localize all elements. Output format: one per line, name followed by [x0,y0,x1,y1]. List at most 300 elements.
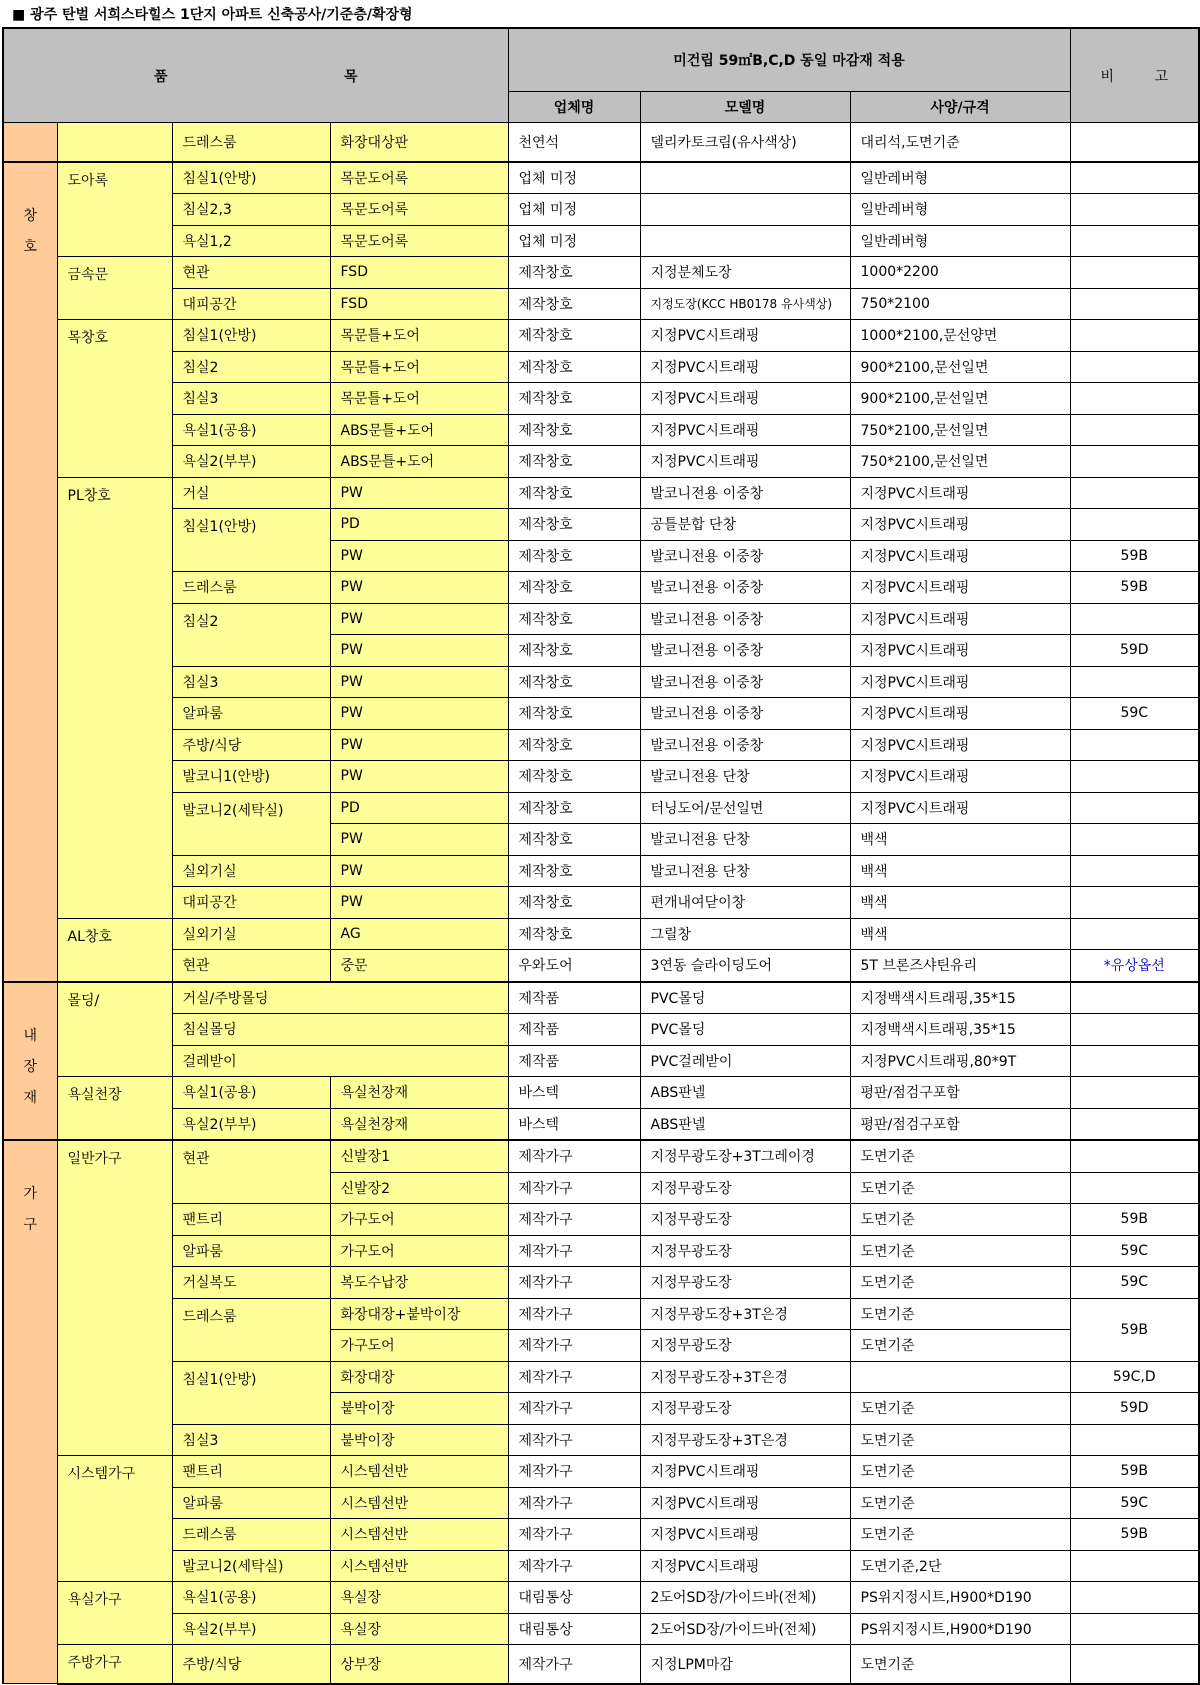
spec-cell: 지정백색시트래핑,35*15 [850,1014,1070,1046]
remark-cell [1070,446,1199,478]
model-cell: ABS판넬 [640,1077,850,1109]
company-cell: 바스텍 [508,1108,640,1140]
finish-material-table [2,27,1200,1685]
table-row [3,1487,1199,1519]
company-cell: 제작창호 [508,855,640,887]
location-cell: 대피공간 [172,887,330,919]
location-cell: 침실2 [172,351,330,383]
type-cell: PW [330,855,508,887]
spec-cell: 백색 [850,918,1070,950]
remark-cell [1070,320,1199,352]
model-cell: 발코니전용 단창 [640,855,850,887]
spec-cell: 도면기준 [850,1235,1070,1267]
header-group: 미건립 59㎡B,C,D 동일 마감재 적용 [508,28,1070,92]
section-label [3,123,57,162]
company-cell: 대림통상 [508,1613,640,1645]
location-cell: 침실3 [172,1424,330,1456]
type-cell: FSD [330,288,508,320]
remark-cell [1070,162,1199,194]
spec-cell: 지정PVC시트래핑 [850,477,1070,509]
location-cell: 드레스룸 [172,572,330,604]
spec-cell: 5T 브론즈샤틴유리 [850,950,1070,982]
model-cell: PVC몰딩 [640,982,850,1014]
spec-cell: 지정PVC시트래핑 [850,666,1070,698]
spec-cell: 대리석,도면기준 [850,123,1070,162]
remark-cell: 59B [1070,1456,1199,1488]
table-row [3,1424,1199,1456]
remark-cell: 59C,D [1070,1361,1199,1393]
location-cell: 대피공간 [172,288,330,320]
company-cell: 제작가구 [508,1361,640,1393]
model-cell: 발코니전용 이중창 [640,698,850,730]
spec-cell: 지정PVC시트래핑 [850,698,1070,730]
location-cell: 현관 [172,257,330,289]
model-cell: 편개내여닫이창 [640,887,850,919]
spec-cell: 1000*2200 [850,257,1070,289]
location-cell: 욕실2(부부) [172,446,330,478]
model-cell: 지정무광도장 [640,1172,850,1204]
table-row [3,855,1199,887]
location-cell: 발코니2(세탁실) [172,1550,330,1582]
company-cell: 제작가구 [508,1424,640,1456]
type-cell: 화장대장 [330,1361,508,1393]
table-row [3,1298,1199,1330]
type-cell: 가구도어 [330,1235,508,1267]
section-label [3,1140,57,1684]
company-cell: 제작품 [508,1045,640,1077]
company-cell: 제작가구 [508,1645,640,1684]
company-cell: 대림통상 [508,1582,640,1614]
company-cell: 제작창호 [508,603,640,635]
model-cell: 지정무광도장 [640,1235,850,1267]
location-cell: 실외기실 [172,918,330,950]
model-cell: 지정무광도장+3T그레이경 [640,1140,850,1172]
model-cell: 지정PVC시트래핑 [640,1487,850,1519]
model-cell: 발코니전용 이중창 [640,635,850,667]
spec-cell: 750*2100,문선일면 [850,414,1070,446]
model-cell: 발코니전용 이중창 [640,572,850,604]
model-cell: 지정PVC시트래핑 [640,1550,850,1582]
location-cell: 알파룸 [172,1487,330,1519]
remark-cell: 59B [1070,572,1199,604]
model-cell [640,162,850,194]
table-row [3,320,1199,352]
type-cell: PD [330,792,508,824]
location-cell: 거실/주방몰딩 [172,982,508,1014]
remark-cell [1070,792,1199,824]
type-cell: 욕실장 [330,1613,508,1645]
location-cell: 침실1(안방) [172,320,330,352]
company-cell: 제작창호 [508,414,640,446]
location-cell: 침실1(안방) [172,1361,330,1424]
section-char: 재 [23,1089,38,1106]
type-cell: 화장대상판 [330,123,508,162]
model-cell: 지정도장(KCC HB0178 유사색상) [640,288,850,320]
spec-cell: 1000*2100,문선양면 [850,320,1070,352]
spec-cell: 일반레버형 [850,162,1070,194]
type-cell: 목문틀+도어 [330,383,508,415]
table-row [3,1140,1199,1172]
location-cell: 침실1(안방) [172,509,330,572]
table-row [3,1235,1199,1267]
type-cell: 붙박이장 [330,1393,508,1425]
remark-cell [1070,257,1199,289]
model-cell: 지정무광도장+3T은경 [640,1424,850,1456]
remark-cell [1070,887,1199,919]
spec-cell: 도면기준 [850,1645,1070,1684]
remark-cell [1070,1424,1199,1456]
location-cell: 드레스룸 [172,1519,330,1551]
type-cell: 복도수납장 [330,1267,508,1299]
model-cell: 터닝도어/문선일면 [640,792,850,824]
location-cell: 욕실1,2 [172,225,330,257]
category-cell: 금속문 [57,257,172,320]
remark-cell [1070,729,1199,761]
remark-cell [1070,1550,1199,1582]
category-cell: 욕실가구 [57,1582,172,1645]
company-cell: 제작가구 [508,1140,640,1172]
remark-cell [1070,1645,1199,1684]
remark-cell: 59B [1070,1298,1199,1361]
spec-cell: 900*2100,문선일면 [850,351,1070,383]
remark-cell: 59C [1070,1267,1199,1299]
company-cell: 제작창호 [508,666,640,698]
model-cell: 지정무광도장 [640,1204,850,1236]
spec-cell: 일반레버형 [850,225,1070,257]
location-cell: 주방/식당 [172,729,330,761]
table-row [3,446,1199,478]
category-cell: PL창호 [57,477,172,918]
location-cell: 팬트리 [172,1204,330,1236]
company-cell: 제작창호 [508,383,640,415]
model-cell: PVC걸레받이 [640,1045,850,1077]
category-cell: 도아록 [57,162,172,257]
type-cell: 붙박이장 [330,1424,508,1456]
model-cell: 지정무광도장 [640,1267,850,1299]
model-cell: 발코니전용 단창 [640,761,850,793]
company-cell: 업체 미정 [508,225,640,257]
category-cell: 일반가구 [57,1140,172,1456]
location-cell: 현관 [172,950,330,982]
spec-cell [850,1361,1070,1393]
type-cell: ABS문틀+도어 [330,414,508,446]
spec-cell: 지정PVC시트래핑 [850,509,1070,541]
table-row [3,1204,1199,1236]
location-cell: 팬트리 [172,1456,330,1488]
company-cell: 제작창호 [508,698,640,730]
table-row [3,1519,1199,1551]
spec-cell: 750*2100 [850,288,1070,320]
model-cell: 지정PVC시트래핑 [640,320,850,352]
model-cell: 지정PVC시트래핑 [640,351,850,383]
model-cell: 지정무광도장 [640,1393,850,1425]
location-cell: 욕실1(공용) [172,1582,330,1614]
company-cell: 제작창호 [508,477,640,509]
remark-cell [1070,1582,1199,1614]
table-row [3,1108,1199,1140]
model-cell: 발코니전용 이중창 [640,477,850,509]
remark-cell [1070,1077,1199,1109]
company-cell: 제작창호 [508,792,640,824]
type-cell: 신발장2 [330,1172,508,1204]
remark-cell: 59B [1070,1204,1199,1236]
spec-cell: PS위지정시트,H900*D190 [850,1582,1070,1614]
section-char: 구 [23,1217,38,1233]
type-cell: PW [330,824,508,856]
type-cell: PW [330,635,508,667]
type-cell: PW [330,698,508,730]
spec-cell: 도면기준 [850,1140,1070,1172]
table-row [3,1267,1199,1299]
company-cell: 제작창호 [508,446,640,478]
document-title: ■ 광주 탄벌 서희스타힐스 1단지 아파트 신축공사/기준층/확장형 [12,7,413,23]
location-cell: 알파룸 [172,1235,330,1267]
type-cell: 화장대장+붙박이장 [330,1298,508,1330]
model-cell: 지정PVC시트래핑 [640,446,850,478]
section-label [3,982,57,1141]
spec-cell: 백색 [850,855,1070,887]
table-row [3,1550,1199,1582]
remark-cell: *유상옵션 [1070,950,1199,982]
spec-cell: 지정PVC시트래핑 [850,792,1070,824]
model-cell: 발코니전용 이중창 [640,603,850,635]
company-cell: 제작가구 [508,1330,640,1362]
table-row [3,225,1199,257]
model-cell: ABS판넬 [640,1108,850,1140]
category-cell: 시스템가구 [57,1456,172,1582]
type-cell: PW [330,477,508,509]
spec-cell: 750*2100,문선일면 [850,446,1070,478]
spec-cell: 지정PVC시트래핑 [850,572,1070,604]
table-row [3,351,1199,383]
model-cell: 지정PVC시트래핑 [640,383,850,415]
remark-cell [1070,982,1199,1014]
table-row [3,383,1199,415]
table-row [3,950,1199,982]
company-cell: 제작창호 [508,635,640,667]
model-cell: 발코니전용 이중창 [640,666,850,698]
remark-cell [1070,1108,1199,1140]
table-row [3,477,1199,509]
spec-cell: 지정PVC시트래핑,80*9T [850,1045,1070,1077]
location-cell: 욕실2(부부) [172,1613,330,1645]
remark-cell [1070,509,1199,541]
spec-cell: PS위지정시트,H900*D190 [850,1613,1070,1645]
location-cell: 거실 [172,477,330,509]
category-cell: 몰딩/ [57,982,172,1077]
model-cell [640,225,850,257]
remark-cell [1070,855,1199,887]
section-char: 가 [23,1186,38,1202]
table-row [3,1361,1199,1393]
type-cell: 시스템선반 [330,1550,508,1582]
spec-cell: 도면기준 [850,1298,1070,1330]
table-row [3,666,1199,698]
spec-cell: 백색 [850,824,1070,856]
type-cell: PW [330,572,508,604]
model-cell: 2도어SD장/가이드바(전체) [640,1613,850,1645]
remark-cell [1070,1140,1199,1172]
company-cell: 제작가구 [508,1298,640,1330]
model-cell: PVC몰딩 [640,1014,850,1046]
remark-cell [1070,824,1199,856]
type-cell: 목문도어록 [330,162,508,194]
location-cell: 현관 [172,1140,330,1204]
model-cell: 델리카토크림(유사색상) [640,123,850,162]
spec-cell: 도면기준 [850,1519,1070,1551]
location-cell: 실외기실 [172,855,330,887]
spec-cell: 도면기준 [850,1487,1070,1519]
location-cell: 알파룸 [172,698,330,730]
table-row [3,1014,1199,1046]
remark-cell [1070,918,1199,950]
location-cell: 걸레받이 [172,1045,508,1077]
model-cell: 지정PVC시트래핑 [640,1519,850,1551]
company-cell: 제작가구 [508,1393,640,1425]
category-cell: 욕실천장 [57,1077,172,1141]
model-cell: 발코니전용 이중창 [640,729,850,761]
table-row [3,288,1199,320]
remark-cell [1070,225,1199,257]
spec-cell: 지정PVC시트래핑 [850,729,1070,761]
spec-cell: 지정백색시트래핑,35*15 [850,982,1070,1014]
remark-cell [1070,1045,1199,1077]
company-cell: 제작창호 [508,761,640,793]
type-cell: AG [330,918,508,950]
table-row [3,792,1199,824]
section-label [3,162,57,982]
location-cell: 침실3 [172,666,330,698]
section-char: 호 [23,238,38,255]
location-cell: 주방/식당 [172,1645,330,1684]
header-remark-char-1: 비 [1100,68,1115,85]
type-cell: 목문도어록 [330,225,508,257]
spec-cell: 도면기준,2단 [850,1550,1070,1582]
table-row [3,1645,1199,1684]
type-cell: PW [330,603,508,635]
table-row [3,509,1199,541]
type-cell: PW [330,540,508,572]
spec-cell: 도면기준 [850,1456,1070,1488]
remark-cell: 59C [1070,1235,1199,1267]
company-cell: 제작창호 [508,824,640,856]
remark-cell: 59D [1070,635,1199,667]
model-cell: 그릴창 [640,918,850,950]
type-cell: PW [330,666,508,698]
remark-cell [1070,383,1199,415]
company-cell: 제작창호 [508,288,640,320]
remark-cell [1070,194,1199,226]
location-cell: 침실2,3 [172,194,330,226]
table-row [3,761,1199,793]
remark-cell [1070,351,1199,383]
table-row [3,698,1199,730]
company-cell: 제작가구 [508,1487,640,1519]
company-cell: 제작창호 [508,572,640,604]
remark-cell [1070,666,1199,698]
location-cell: 발코니2(세탁실) [172,792,330,855]
type-cell: PD [330,509,508,541]
header-remark-char-2: 고 [1154,68,1169,85]
company-cell: 제작창호 [508,509,640,541]
location-cell: 침실몰딩 [172,1014,508,1046]
section-char: 내 [23,1027,38,1044]
company-cell: 제작창호 [508,257,640,289]
model-cell: 지정무광도장+3T은경 [640,1361,850,1393]
remark-cell [1070,123,1199,162]
model-cell: 지정무광도장 [640,1330,850,1362]
model-cell [640,194,850,226]
location-cell: 욕실1(공용) [172,1077,330,1109]
company-cell: 바스텍 [508,1077,640,1109]
spec-cell: 지정PVC시트래핑 [850,540,1070,572]
spec-cell: 지정PVC시트래핑 [850,761,1070,793]
company-cell: 제작품 [508,982,640,1014]
type-cell: 상부장 [330,1645,508,1684]
remark-cell: 59B [1070,540,1199,572]
company-cell: 업체 미정 [508,194,640,226]
company-cell: 제작창호 [508,351,640,383]
company-cell: 제작가구 [508,1550,640,1582]
remark-cell [1070,477,1199,509]
type-cell: ABS문틀+도어 [330,446,508,478]
remark-cell [1070,761,1199,793]
type-cell: 욕실장 [330,1582,508,1614]
model-cell: 지정분체도장 [640,257,850,289]
category-cell: AL창호 [57,918,172,982]
type-cell: 목문틀+도어 [330,320,508,352]
category-cell: 목창호 [57,320,172,478]
header-item [3,28,508,123]
spec-cell: 도면기준 [850,1424,1070,1456]
type-cell: 목문도어록 [330,194,508,226]
type-cell: 가구도어 [330,1204,508,1236]
category-cell [57,123,172,162]
spec-cell: 일반레버형 [850,194,1070,226]
company-cell: 업체 미정 [508,162,640,194]
remark-cell: 59C [1070,698,1199,730]
model-cell: 지정LPM마감 [640,1645,850,1684]
location-cell: 침실1(안방) [172,162,330,194]
company-cell: 제작가구 [508,1519,640,1551]
model-cell: 공틀분합 단창 [640,509,850,541]
remark-cell [1070,1613,1199,1645]
location-cell: 드레스룸 [172,1298,330,1361]
company-cell: 우와도어 [508,950,640,982]
spec-cell: 900*2100,문선일면 [850,383,1070,415]
model-cell: 지정무광도장+3T은경 [640,1298,850,1330]
location-cell: 침실3 [172,383,330,415]
spec-cell: 지정PVC시트래핑 [850,603,1070,635]
location-cell: 드레스룸 [172,123,330,162]
remark-cell: 59B [1070,1519,1199,1551]
table-row [3,1456,1199,1488]
spec-cell: 도면기준 [850,1267,1070,1299]
table-row [3,257,1199,289]
spec-cell: 지정PVC시트래핑 [850,635,1070,667]
model-cell: 3연동 슬라이딩도어 [640,950,850,982]
table-row [3,918,1199,950]
table-row [3,982,1199,1014]
spec-cell: 평판/점검구포함 [850,1108,1070,1140]
table-row [3,603,1199,635]
model-cell: 지정PVC시트래핑 [640,1456,850,1488]
section-char: 장 [23,1058,38,1075]
remark-cell [1070,288,1199,320]
company-cell: 제작창호 [508,320,640,352]
table-row [3,162,1199,194]
table-row [3,887,1199,919]
